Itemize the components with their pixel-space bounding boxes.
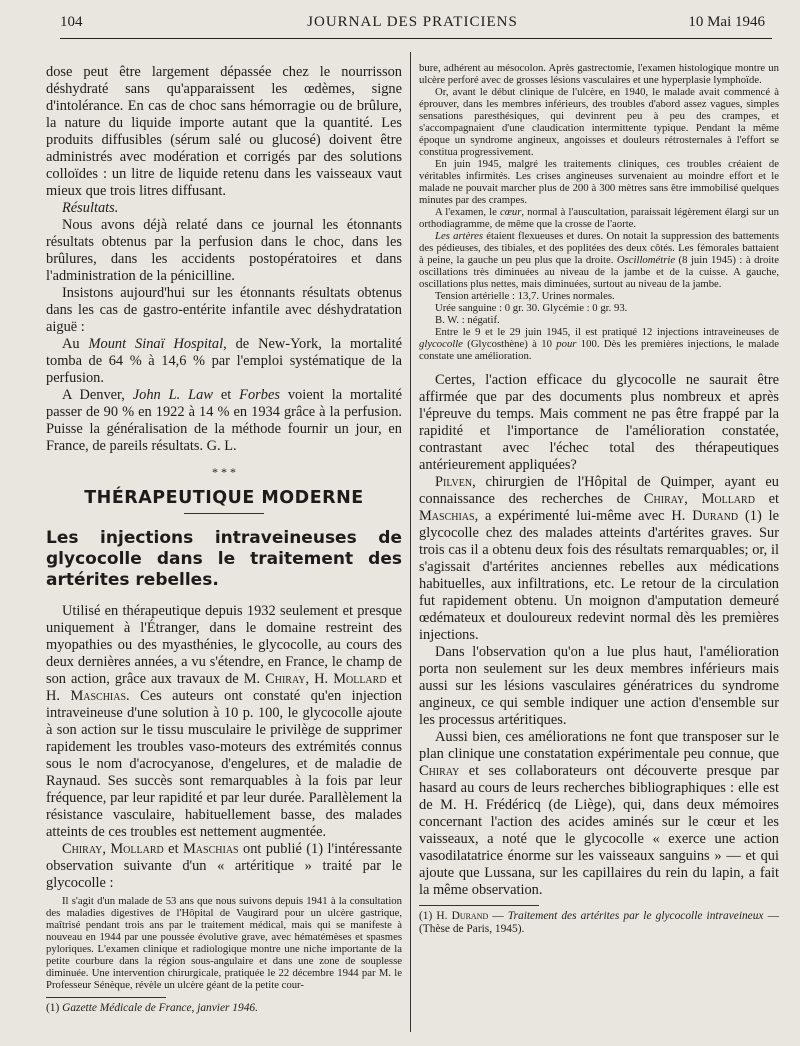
separator: * * * (212, 465, 236, 479)
case-report: En juin 1945, malgré les traitements cliniques, ces troubles créaient de véritables infirmités. Les crises angineuses survenaient au moindre effort et le malade ne pouvait marcher plus de 200 à 300 mètres sans être immobilisé quelques minutes par des crampes. (419, 158, 779, 206)
paragraph: Aussi bien, ces améliorations ne font que transposer sur le plan clinique une constatation expérimentale peu connue, que Chiray et ses collaborateurs ont découverte presque par hasard au cours de leurs recherches bibliographiques : elle est de M. H. Frédéricq (de Liège), qui, dans deux mémoires concernant l'action des acides aminés sur le cœur et les vaisseaux, a noté que le glycocolle « exerce une action vasodilatatrice énorme sur les vaisseaux sanguins » — et qui ajoute que Lussana, sur les capillaires du rein du lapin, a fait la même observation. (419, 729, 779, 898)
case-report: Entre le 9 et le 29 juin 1945, il est pratiqué 12 injections intraveineuses de glycocolle (Glycosthène) à 10 pour 100. Dès les premières injections, le malade constate une amélioration. (419, 326, 779, 362)
paragraph: Dans l'observation qu'on a lue plus haut, l'amélioration porta non seulement sur les deux membres inférieurs mais aussi sur les lésions vasculaires génératrices du syndrome angineux, ce qui semble indiquer une action d'ensemble sur les processus artéritiques. (419, 644, 779, 728)
footnote-rule (46, 997, 166, 998)
lab-value: Urée sanguine : 0 gr. 30. Glycémie : 0 gr. 93. (435, 302, 628, 314)
paragraph: Insistons aujourd'hui sur les étonnants résultats obtenus dans les cas de gastro-entérite infantile avec déshydratation aiguë : (46, 285, 402, 335)
paragraph: Au Mount Sinaï Hospital, de New-York, la mortalité tomba de 64 % à 14,6 % par l'emploi systématique de la perfusion. (46, 336, 402, 386)
column-divider (410, 52, 411, 1032)
paragraph: A Denver, John L. Law et Forbes voient la mortalité passer de 90 % en 1922 à 14 % en 1934 grâce à la perfusion. Puisse la généralisation de la méthode fournir un jour, en France, de pareils résultats. G. L. (46, 387, 402, 454)
footnote: (1) Gazette Médicale de France, janvier 1946. (46, 1002, 258, 1014)
page-header (60, 14, 765, 36)
paragraph: Nous avons déjà relaté dans ce journal les étonnants résultats obtenus par la perfusion dans le choc, dans les brûlures, dans les accidents postopératoires et dans l'administration de la pénicilline. (46, 217, 402, 284)
case-report: A l'examen, le cœur, normal à l'auscultation, paraissait légèrement élargi sur un orthodiagramme, de même que la crosse de l'aorte. (419, 206, 779, 230)
signature: G. L. (206, 438, 237, 454)
case-report: Or, avant le début clinique de l'ulcère, en 1940, le malade avait commencé à éprouver, dans les membres inférieurs, des troubles d'abord assez vagues, simples sensations paresthésiques, qui devinrent peu à peu des crampes, et s'accompagnaient d'une claudication intermittente typique. Pendant la même époque un syndrome angineux, angoisses et douleurs rétrosternales à l'effort se constitua progressivement. (419, 86, 779, 158)
paragraph: Certes, l'action efficace du glycocolle ne saurait être affirmée que par des documents plus nombreux et après l'épreuve du temps. Mais comment ne pas être frappé par la rapidité et l'importance de l'amélioration constatée, contrastant avec l'échec total des thérapeutiques antérieurement appliquées? (419, 372, 779, 473)
lab-value: Tension artérielle : 13,7. Urines normales. (435, 290, 615, 302)
paragraph: Utilisé en thérapeutique depuis 1932 seulement et presque uniquement à l'Étranger, dans le domaine restreint des myopathies ou des myasthénies, le glycocolle, au cours des deux dernières années, a vu s'étendre, en France, le champ de son action, grâce aux travaux de M. Chiray, H. Mollard et H. Maschias. Ces auteurs ont constaté qu'en injection intraveineuse d'une solution à 10 p. 100, le glycocolle ajoute à son action sur le tissu musculaire le privilège de supprimer rapidement les troubles vaso-moteurs des extrémités connus sous le nom d'acrocyanose, d'engelures, et de maladie de Raynaud. Ses succès sont remarquables à la fois par leur fréquence, par leur rapidité et par leur durée. Parallèlement la résistance vasculaire, habituellement basse, des malades atteints de ces troubles est nettement augmentée. (46, 603, 402, 840)
case-report: Il s'agit d'un malade de 53 ans que nous suivons depuis 1941 à la consultation des maladies digestives de l'Hôpital de Vaugirard pour un ulcère gastrique, maîtrisé pendant trois ans par le traitement médical, mais qui se manifeste à nouveau en 1944 par une poussée évolutive grave, avec hématémèses et spasmes pyloriques. L'examen clinique et radiologique montre une niche importante de la petite courbure dans la région sous-angulaire et dans une zone de souplesse diminuée. Une intervention chirurgicale, pratiquée le 22 décembre 1944 par M. le Professeur Sénèque, révèle un ulcère géant de la petite cour- (46, 895, 402, 991)
left-column (46, 64, 402, 1015)
paragraph: Pilven, chirurgien de l'Hôpital de Quimper, ayant eu connaissance des recherches de Chiray, Mollard et Maschias, a expérimenté lui-même avec H. Durand (1) le glycocolle chez des malades atteints d'artérites graves. Sur trois cas il a obtenu deux fois des résultats remarquables; or, il s'agissait d'artérites anciennes rebelles aux médications habituelles, aux infiltrations, etc. Le retour de la circulation fut rapidement obtenu. Un moignon d'amputation demeuré œdémateux et douloureux redevint normal dès les premières injections. (419, 474, 779, 643)
journal-title: JOURNAL DES PRATICIENS (307, 14, 518, 30)
footnote: (1) H. Durand — Traitement des artérites par le glycocolle intraveineux — (Thèse de Paris, 1945). (419, 910, 779, 935)
issue-date: 10 Mai 1946 (688, 14, 765, 30)
results-label: Résultats. (62, 200, 119, 216)
paragraph: dose peut être largement dépassée chez le nourrisson déshydraté sans qu'apparaissent les œdèmes, signe d'intolérance. En cas de choc sans hémorragie ou de brûlure, la nature du liquide importe autant que la quantité. Les produits diffusibles (sérum salé ou glucosé) doivent être administrés avec modération et corrigés par des solutions colloïdes : un litre de liquide retenu dans les vaisseaux vaut mieux que trois litres diffusant. (46, 64, 402, 199)
case-report: bure, adhérent au mésocolon. Après gastrectomie, l'examen histologique montre un ulcère perforé avec de grosses lésions vasculaires et une hyperplasie lymphoïde. (419, 62, 779, 86)
section-heading: THÉRAPEUTIQUE MODERNE (84, 488, 364, 508)
section-rule (184, 513, 264, 514)
right-column (419, 62, 779, 936)
footnote-rule (419, 905, 539, 906)
case-report: Les artères étaient flexueuses et dures. On notait la suppression des battements des pédieuses, des tibiales, et des poplitées des deux côtés. Les fémorales battaient à peine, la gauche un peu plus que la droite. Oscillométrie (8 juin 1945) : à droite oscillations très diminuées au niveau de la jambe et de la cuisse. A gauche, oscillations plus nettes, mais diminuées, surtout au niveau de la jambe. (419, 230, 780, 290)
lab-value: B. W. : négatif. (435, 314, 500, 326)
page-number: 104 (60, 14, 83, 30)
paragraph: Chiray, Mollard et Maschias ont publié (1) l'intéressante observation suivante d'un « artéritique » traité par le glycocolle : (46, 841, 402, 891)
article-title: Les injections intraveineuses de glycocolle dans le traitement des artérites rebelles. (46, 528, 402, 590)
header-rule (60, 38, 772, 39)
